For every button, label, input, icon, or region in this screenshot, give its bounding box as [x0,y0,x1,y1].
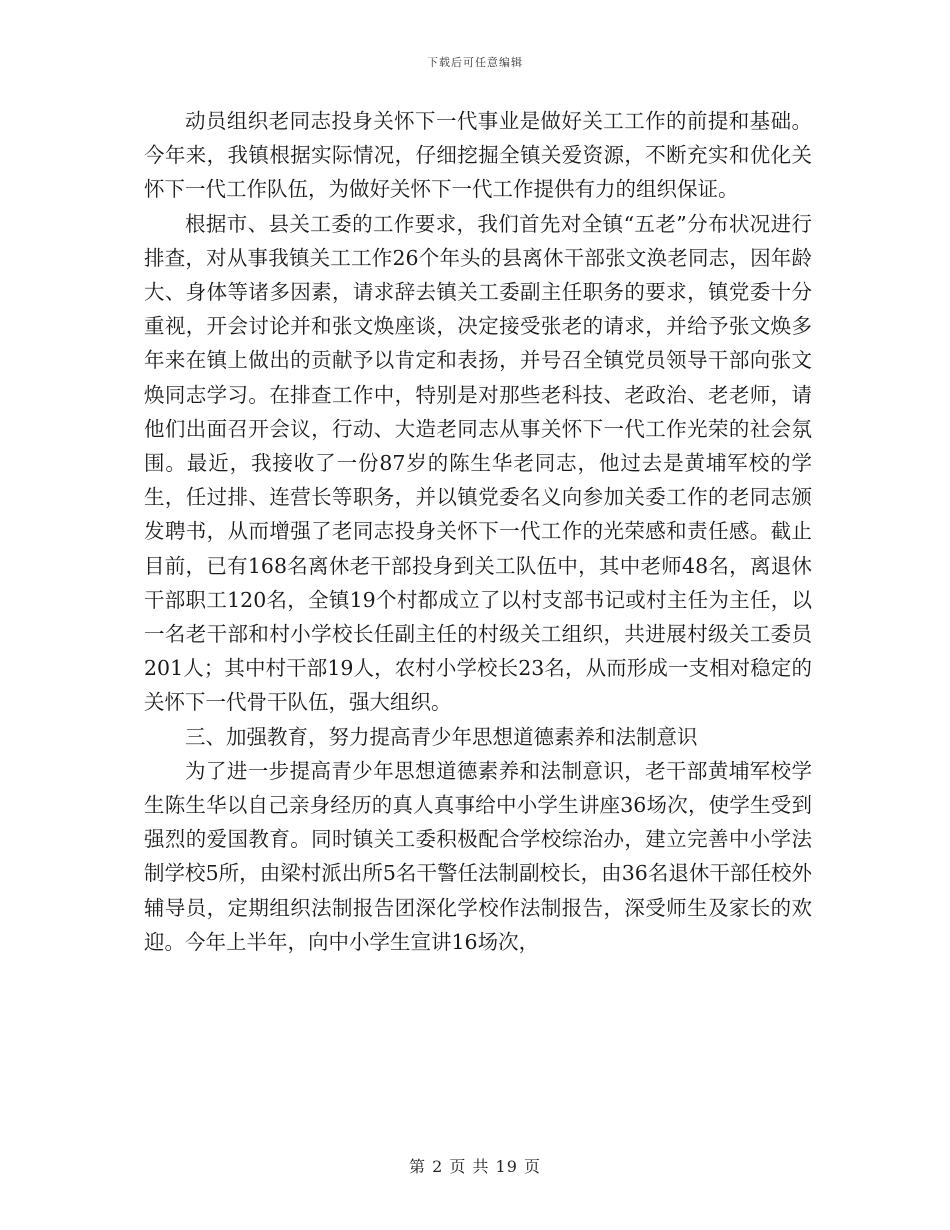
section-heading: 三、加强教育，努力提高青少年思想道德素养和法制意识 [185,724,698,749]
paragraph-3: 为了进一步提高青少年思想道德素养和法制意识，老干部黄埔军校学生陈生华以自己亲身经历的真人真事给中小学生讲座36场次，使学生受到强烈的爱国教育。同时镇关工委积极配合学校综治办，建立完善中小学法制学校5所，由梁村派出所5名干警任法制副校长，由36名退休干部任校外辅导员，定期组织法制报告团深化学校作法制报告，深受师生及家长的欢迎。今年上半年，向中小学生宣讲16场次， [144,758,812,954]
paragraph-1: 动员组织老同志投身关怀下一代事业是做好关工工作的前提和基础。今年来，我镇根据实际情况，仔细挖掘全镇关爱资源，不断充实和优化关怀下一代工作队伍，为做好关怀下一代工作提供有力的组织保证。 [144,109,812,202]
page-footer: 第 2 页 共 19 页 [409,1157,541,1176]
page-header: 下载后可任意编辑 [427,56,523,69]
paragraph-2: 根据市、县关工委的工作要求，我们首先对全镇“五老”分布状况进行排查，对从事我镇关工工作26个年头的县离休干部张文涣老同志，因年龄大、身体等诸多因素，请求辞去镇关工委副主任职务的要求，镇党委十分重视，开会讨论并和张文焕座谈，决定接受张老的请求，并给予张文焕多年来在镇上做出的贡献予以肯定和表扬，并号召全镇党员领导干部向张文焕同志学习。在排查工作中，特别是对那些老科技、老政治、老老师，请他们出面召开会议，行动、大造老同志从事关怀下一代工作光荣的社会氛围。最近，我接收了一份87岁的陈生华老同志，他过去是黄埔军校的学生，任过排、连营长等职务，并以镇党委名义向参加关委工作的老同志颁发聘书，从而增强了老同志投身关怀下一代工作的光荣感和责任感。截止目前，已有168名离休老干部投身到关工队伍中，其中老师48名，离退休干部职工120名，全镇19个村都成立了以村支部书记或村主任为主任，以一名老干部和村小学校长任副主任的村级关工组织，共进展村级关工委员201人；其中村干部19人，农村小学校长23名，从而形成一支相对稳定的关怀下一代骨干队伍，强大组织。 [144,211,812,715]
document-body [144,104,812,959]
